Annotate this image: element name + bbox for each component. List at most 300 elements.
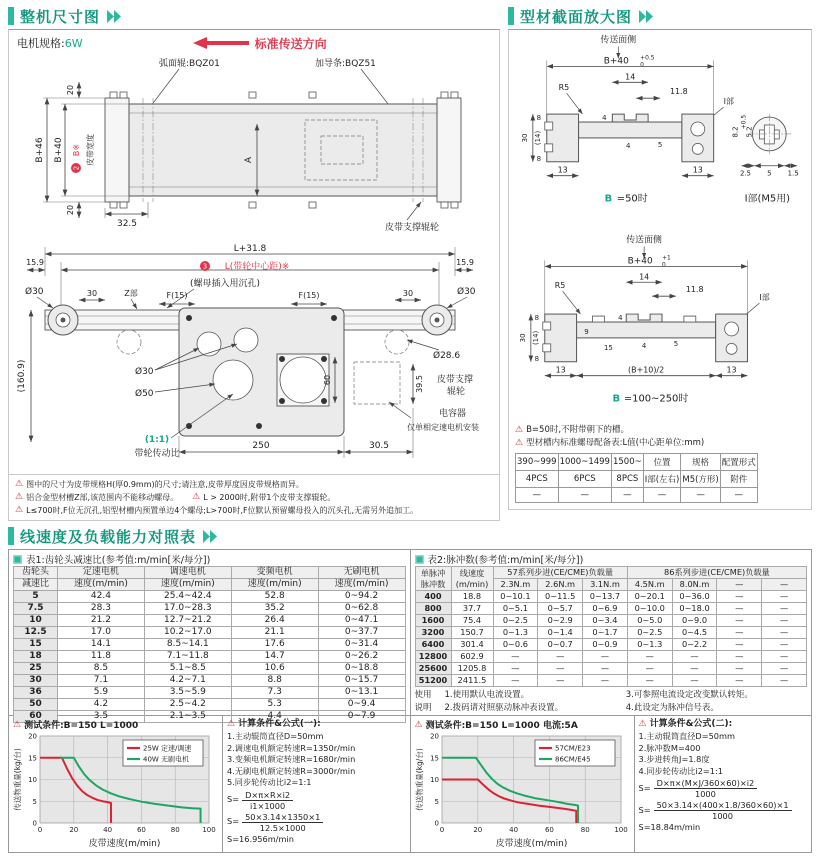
svg-text:11.8: 11.8 xyxy=(669,87,688,97)
formula1-panel xyxy=(223,716,410,853)
table1-title-row xyxy=(13,552,406,566)
table-cell: 10.2~17.0 xyxy=(144,627,231,639)
chart1-title: ⚠ 测试条件:B=150 L=1000 xyxy=(13,719,139,731)
warning-icon: ⚠ xyxy=(638,718,647,729)
legend-label: 86CM/E45 xyxy=(554,755,591,764)
table-cell: 附件 xyxy=(720,471,757,488)
svg-text:=50时: =50时 xyxy=(616,193,648,205)
table-cell: 7.1 xyxy=(58,675,145,687)
x-tick-label: 40 xyxy=(103,826,113,834)
col-header: 4.5N.m xyxy=(627,579,672,591)
table-cell: 0~13.1 xyxy=(318,687,405,699)
y-tick-label: 0 xyxy=(434,819,439,828)
table-cell: — xyxy=(516,488,559,503)
svg-text:L(带轮中心距)※: L(带轮中心距)※ xyxy=(224,262,290,272)
table-cell: — xyxy=(583,663,628,675)
table-cell: — xyxy=(493,651,538,663)
svg-text:Ø30: Ø30 xyxy=(25,287,44,297)
table-cell: — xyxy=(762,603,807,615)
table-cell: 0~9.4 xyxy=(318,699,405,711)
svg-text:(14): (14) xyxy=(531,330,540,346)
table-cell: — xyxy=(720,488,757,503)
formula1-title: ⚠ 计算条件&公式(一): xyxy=(227,718,321,729)
col-header: 减速比 xyxy=(14,579,58,591)
svg-text:Ø28.6: Ø28.6 xyxy=(433,351,461,361)
table-cell: — xyxy=(672,675,717,687)
table-cell: 10 xyxy=(14,615,58,627)
svg-text:4: 4 xyxy=(641,341,647,350)
svg-text:4: 4 xyxy=(602,114,607,123)
section-bar-icon xyxy=(8,527,14,545)
chart2-panel xyxy=(411,716,635,853)
svg-text:B: B xyxy=(604,193,613,205)
svg-text:B+40: B+40 xyxy=(54,137,64,163)
table-cell: 4.4 xyxy=(231,711,318,723)
pulse-table xyxy=(415,566,808,687)
table-cell: 8PCS xyxy=(611,471,643,488)
table-cell: — xyxy=(611,488,643,503)
table-cell: — xyxy=(762,591,807,603)
svg-text:15.9: 15.9 xyxy=(456,258,474,267)
note-line xyxy=(15,504,493,517)
y-tick-label: 10 xyxy=(429,776,439,784)
usage-notes xyxy=(415,689,808,715)
table-cell: — xyxy=(493,663,538,675)
warning-icon: ⚠ xyxy=(227,718,236,729)
table-cell: 60 xyxy=(14,711,58,723)
table-row xyxy=(415,603,807,615)
svg-text:Ø30: Ø30 xyxy=(457,287,476,297)
svg-text:+0.5: +0.5 xyxy=(640,54,655,62)
formula-result: S=18.84m/min xyxy=(638,822,701,832)
section-profile xyxy=(508,5,812,521)
top-row xyxy=(8,5,812,521)
formula-line: 1.主动辊筒直径D=50mm xyxy=(227,731,324,741)
legend-label: 57CM/E23 xyxy=(554,744,591,753)
svg-text:I部: I部 xyxy=(723,97,734,107)
svg-text:30: 30 xyxy=(518,333,527,343)
col-header: 速度(m/min) xyxy=(318,579,405,591)
svg-text:F(15): F(15) xyxy=(298,291,320,300)
svg-text:A: A xyxy=(244,156,254,164)
usage-notes-right: 3.可参照电流设定改变默认转矩。 4.此设定为脉冲信号表。 xyxy=(625,690,753,713)
formula-line: 2.调速电机额定转速R=1350r/min xyxy=(227,742,356,753)
table-cell: 14.1 xyxy=(58,639,145,651)
table-cell: 0~0.7 xyxy=(538,639,583,651)
table-cell: — xyxy=(762,615,807,627)
col-header: 2.3N.m xyxy=(493,579,538,591)
table-cell: 0~4.5 xyxy=(672,627,717,639)
svg-text:加导条:BQZ51: 加导条:BQZ51 xyxy=(315,59,376,69)
table-cell: 301.4 xyxy=(451,639,493,651)
x-tick-label: 60 xyxy=(136,826,146,834)
table-cell: 0~26.2 xyxy=(318,651,405,663)
table-row xyxy=(14,687,406,699)
table-cell: 3.5 xyxy=(58,711,145,723)
svg-text:2: 2 xyxy=(72,165,81,171)
warning-icon: ⚠ xyxy=(515,438,524,448)
table-cell: 0~5.0 xyxy=(627,615,672,627)
table-cell: 25 xyxy=(14,663,58,675)
table-cell: 50 xyxy=(14,699,58,711)
svg-text:14: 14 xyxy=(625,72,636,82)
table-cell: 0~10.0 xyxy=(627,603,672,615)
table-cell: 5.9 xyxy=(58,687,145,699)
col-header: 齿轮头 xyxy=(14,567,58,579)
table-cell: 1600 xyxy=(415,615,451,627)
usage-label: 使用 说明 xyxy=(414,690,432,713)
svg-text:8: 8 xyxy=(536,114,542,123)
col-header: 速度(m/min) xyxy=(58,579,145,591)
table-cell: 12.5 xyxy=(14,627,58,639)
formula-line: 2.脉冲数M=400 xyxy=(638,742,701,753)
table-cell: — xyxy=(717,591,762,603)
right-panels xyxy=(411,716,812,853)
svg-text:L+31.8: L+31.8 xyxy=(233,244,267,254)
note-line xyxy=(515,424,805,437)
table-cell: 0~0.6 xyxy=(493,639,538,651)
col-group-header: 57系列步进(CE/CME)负载量 xyxy=(493,567,627,579)
usage-notes-left: 1.使用默认电流设置。 2.拨码请对照驱动脉冲表设置。 xyxy=(444,690,564,713)
table-cell: — xyxy=(672,663,717,675)
table-cell: 0~5.7 xyxy=(538,603,583,615)
svg-text:电容器: 电容器 xyxy=(439,409,467,419)
col-header: 定速电机 xyxy=(58,567,145,579)
table-cell: 0~20.1 xyxy=(627,591,672,603)
plan-view-diagram xyxy=(9,52,493,238)
table-cell: 25.4~42.4 xyxy=(144,591,231,603)
table-row xyxy=(14,627,406,639)
svg-text:0: 0 xyxy=(662,261,666,269)
table-cell: — xyxy=(672,651,717,663)
svg-text:(1:1): (1:1) xyxy=(144,435,170,445)
svg-text:B+40: B+40 xyxy=(603,56,629,67)
table-cell: 0~36.0 xyxy=(672,591,717,603)
formula-line: 4.无刷电机额定转速R=3000r/min xyxy=(227,765,356,776)
table-cell: 8.5 xyxy=(58,663,145,675)
overall-notes xyxy=(9,474,499,520)
transfer-direction xyxy=(193,35,327,52)
note-line xyxy=(15,478,493,491)
table-cell: 0~13.7 xyxy=(583,591,628,603)
profile-section-header xyxy=(508,5,812,27)
overall-section-header xyxy=(8,5,500,27)
table-cell: 0~2.9 xyxy=(538,615,583,627)
speed-load-section-title: 线速度及负载能力对照表 xyxy=(20,527,197,546)
svg-text:20: 20 xyxy=(66,84,75,96)
table-cell: 18 xyxy=(14,651,58,663)
table-cell: 0~62.8 xyxy=(318,603,405,615)
table-cell: 7.1~11.8 xyxy=(144,651,231,663)
speed-load-box xyxy=(8,549,812,853)
warning-icon: ⚠ xyxy=(515,425,524,435)
table-cell: — xyxy=(762,627,807,639)
nut-table-header: 1500~ xyxy=(611,454,643,471)
col-header: — xyxy=(762,579,807,591)
col-header: 线速度 (m/min) xyxy=(451,567,493,591)
table-cell: 52.8 xyxy=(231,591,318,603)
svg-text:5: 5 xyxy=(657,140,663,149)
formula-equation: S= $\frac{50\times 3.14\times(400\times 1.8/360\times 60)\times 1}{1000}$ xyxy=(639,800,808,821)
table-row xyxy=(415,675,807,687)
svg-text:39.5: 39.5 xyxy=(415,375,424,393)
y-tick-label: 15 xyxy=(28,754,37,763)
note-text: B=50时,不附带朝下的槽。 xyxy=(526,425,630,435)
svg-text:250: 250 xyxy=(252,441,270,451)
table-cell: 25600 xyxy=(415,663,451,675)
table2-zone xyxy=(411,550,812,716)
table-cell: 2411.5 xyxy=(451,675,493,687)
col-group-header: 86系列步进(CE/CME)负载量 xyxy=(627,567,806,579)
warning-icon: ⚠ xyxy=(15,479,24,489)
speed-load-section-header xyxy=(8,525,812,547)
legend-label: 25W 定速/调速 xyxy=(143,744,192,753)
table-cell: 0~9.0 xyxy=(672,615,717,627)
warning-icon: ⚠ xyxy=(13,719,22,730)
svg-text:皮带宽度: 皮带宽度 xyxy=(86,134,95,166)
x-tick-label: 0 xyxy=(37,826,43,834)
svg-text:15.9: 15.9 xyxy=(26,258,44,267)
svg-text:皮带支撑辊轮: 皮带支撑辊轮 xyxy=(385,223,440,233)
x-tick-label: 100 xyxy=(613,826,628,834)
table-row xyxy=(14,639,406,651)
warning-icon: ⚠ xyxy=(15,505,24,515)
svg-text:辊轮: 辊轮 xyxy=(447,387,466,397)
table-cell: 18.8 xyxy=(451,591,493,603)
table-cell: — xyxy=(538,651,583,663)
table-cell: 0~18.0 xyxy=(672,603,717,615)
table-cell: 4PCS xyxy=(516,471,559,488)
svg-text:8: 8 xyxy=(536,154,542,163)
section-arrow-icon xyxy=(202,529,220,544)
table-cell: 5 xyxy=(14,591,58,603)
y-axis-label: 传送物重量(kg/台) xyxy=(13,748,22,811)
table-cell: — xyxy=(627,675,672,687)
profile-b50-diagram xyxy=(509,30,819,226)
section-bar-icon xyxy=(508,7,514,25)
col-header: 无刷电机 xyxy=(318,567,405,579)
x-tick-label: 40 xyxy=(508,826,518,834)
y-tick-label: 10 xyxy=(28,776,37,784)
table-cell: 6400 xyxy=(415,639,451,651)
table-cell: 42.4 xyxy=(58,591,145,603)
svg-text:5.2: 5.2 xyxy=(745,126,754,138)
table-cell: — xyxy=(762,639,807,651)
section-arrow-icon xyxy=(638,9,656,24)
table-row xyxy=(14,603,406,615)
svg-text:Ø50: Ø50 xyxy=(135,389,154,399)
overall-section-title: 整机尺寸图 xyxy=(20,7,101,26)
formula-line: 3.步进转角J=1.8度 xyxy=(638,754,710,764)
note-line xyxy=(515,437,805,450)
section-overall-dimensions xyxy=(8,5,500,521)
table-cell: 0~7.9 xyxy=(318,711,405,723)
svg-text:32.5: 32.5 xyxy=(116,219,138,229)
table-cell: — xyxy=(583,651,628,663)
svg-text:传送面侧: 传送面侧 xyxy=(626,235,663,246)
formula-equation: S= $\frac{D\times\pi\times R\times i2}{i1\times 1000}$ xyxy=(227,790,406,811)
svg-text:仅单相定速电机安装: 仅单相定速电机安装 xyxy=(407,423,479,432)
section-bar-icon xyxy=(8,7,14,25)
formula-equation: S= $\frac{D\times\pi\times(M\times J/360\times 60)\times i2}{1000}$ xyxy=(639,778,808,799)
table-row xyxy=(516,471,758,488)
table-cell: 17.6 xyxy=(231,639,318,651)
x-tick-label: 0 xyxy=(439,826,444,834)
svg-text:8.2: 8.2 xyxy=(731,126,740,138)
formula-line: 3.变频电机额定转速R=1680r/min xyxy=(227,754,356,764)
table-cell: 51200 xyxy=(415,675,451,687)
chart2-title: ⚠ 测试条件:B=150 L=1000 电流:5A xyxy=(414,719,578,731)
left-arrow-icon xyxy=(193,37,249,49)
svg-text:13: 13 xyxy=(557,165,568,175)
table-cell: 75.4 xyxy=(451,615,493,627)
section-speed-load xyxy=(8,525,812,853)
table-cell: 28.3 xyxy=(58,603,145,615)
table-cell: — xyxy=(717,675,762,687)
svg-text:Z部: Z部 xyxy=(124,289,138,298)
svg-text:13: 13 xyxy=(555,365,566,375)
table-cell: — xyxy=(681,488,720,503)
table-cell: — xyxy=(493,675,538,687)
table-cell: 11.8 xyxy=(58,651,145,663)
svg-text:3: 3 xyxy=(202,262,208,271)
svg-text:5: 5 xyxy=(673,339,679,348)
y-tick-label: 20 xyxy=(429,732,439,741)
motor-spec-line xyxy=(9,30,499,52)
table-row xyxy=(14,615,406,627)
col-header: 变频电机 xyxy=(231,567,318,579)
load-speed-chart-2 xyxy=(415,731,629,849)
col-header: 速度(m/min) xyxy=(231,579,318,591)
table-cell: 15 xyxy=(14,639,58,651)
table-cell: 0~0.9 xyxy=(583,639,628,651)
table-cell: 21.2 xyxy=(58,615,145,627)
left-panels xyxy=(9,716,410,853)
table-cell: — xyxy=(643,488,681,503)
table-cell: M5(方形) xyxy=(681,471,720,488)
table-cell: 0~47.1 xyxy=(318,615,405,627)
table-row xyxy=(415,663,807,675)
table-cell: 0~3.4 xyxy=(583,615,628,627)
y-tick-label: 5 xyxy=(32,797,37,806)
svg-text:5: 5 xyxy=(767,169,772,178)
svg-text:(B+10)/2: (B+10)/2 xyxy=(628,365,665,375)
table-row xyxy=(14,591,406,603)
table-cell: 7.5 xyxy=(14,603,58,615)
svg-text:(螺母插入用沉孔): (螺母插入用沉孔) xyxy=(189,279,261,289)
table-cell: — xyxy=(717,651,762,663)
svg-text:传送面侧: 传送面侧 xyxy=(600,35,637,46)
table-cell: 10.6 xyxy=(231,663,318,675)
svg-text:60: 60 xyxy=(323,374,332,386)
svg-text:8: 8 xyxy=(534,314,540,323)
table-cell: 2.1~3.5 xyxy=(144,711,231,723)
formula2-title: ⚠ 计算条件&公式(二): xyxy=(638,718,733,729)
table-cell: 1205.8 xyxy=(451,663,493,675)
gear-ratio-table xyxy=(13,566,406,723)
col-header: 速度(m/min) xyxy=(144,579,231,591)
col-header: — xyxy=(717,579,762,591)
table-bullet-icon xyxy=(13,555,22,564)
table-cell: 4.2 xyxy=(58,699,145,711)
table-cell: — xyxy=(717,603,762,615)
table1-title: 表1:齿轮头减速比(参考值:m/min[米/每分]) xyxy=(26,555,211,566)
y-tick-label: 0 xyxy=(32,819,37,828)
table2-title: 表2:脉冲数(参考值:m/min[米/每分]) xyxy=(427,555,584,566)
svg-text:I部(M5用): I部(M5用) xyxy=(744,193,791,205)
note-line xyxy=(15,491,493,504)
table-cell: 5.3 xyxy=(231,699,318,711)
section-arrow-icon xyxy=(106,9,124,24)
note-text: L > 2000时,附带1个皮带支撑辊轮。 xyxy=(203,493,336,502)
profile-notes xyxy=(509,422,811,451)
svg-text:2.5: 2.5 xyxy=(739,169,751,178)
svg-text:I部: I部 xyxy=(759,293,770,303)
transfer-direction-label: 标准传送方向 xyxy=(254,36,327,51)
x-tick-label: 60 xyxy=(544,826,554,834)
table-cell: 7.3 xyxy=(231,687,318,699)
table-cell: 0~37.7 xyxy=(318,627,405,639)
svg-text:30.5: 30.5 xyxy=(368,441,390,451)
nut-table-header: 1000~1499 xyxy=(558,454,611,471)
table-row xyxy=(14,675,406,687)
svg-text:(14): (14) xyxy=(533,130,542,146)
note-text: L≤700时,F位无沉孔,铝型材槽内预置单边4个螺母;L>700时,F位默认预留螺母投入的沉头孔,无需另外追加工。 xyxy=(26,506,419,515)
svg-text:B※: B※ xyxy=(72,143,81,157)
table-row xyxy=(415,639,807,651)
nut-table-header: 390~999 xyxy=(516,454,559,471)
svg-text:4: 4 xyxy=(626,141,631,150)
svg-text:11.8: 11.8 xyxy=(685,285,704,295)
table-cell: 8.8 xyxy=(231,675,318,687)
table-cell: 0~15.7 xyxy=(318,675,405,687)
col-header: 3.1N.m xyxy=(583,579,628,591)
svg-text:(160.9): (160.9) xyxy=(17,359,27,393)
table-cell: 0~94.2 xyxy=(318,591,405,603)
svg-text:14: 14 xyxy=(639,272,650,282)
svg-text:B+46: B+46 xyxy=(35,137,45,163)
nut-table-header: 规格 xyxy=(681,454,720,471)
svg-text:13: 13 xyxy=(726,365,737,375)
table-row xyxy=(14,699,406,711)
svg-text:皮带支撑: 皮带支撑 xyxy=(437,375,474,385)
table-cell: — xyxy=(762,675,807,687)
svg-text:13: 13 xyxy=(692,165,703,175)
x-tick-label: 20 xyxy=(472,826,482,834)
table-cell: — xyxy=(627,651,672,663)
svg-text:F(15): F(15) xyxy=(166,291,188,300)
table-cell: 0~18.8 xyxy=(318,663,405,675)
formula-result: S=16.956m/min xyxy=(227,833,294,844)
x-tick-label: 80 xyxy=(580,826,590,834)
table-cell: 26.4 xyxy=(231,615,318,627)
col-header: 8.0N.m xyxy=(672,579,717,591)
table-cell: 30 xyxy=(14,675,58,687)
warning-icon: ⚠ xyxy=(414,719,423,730)
svg-text:30: 30 xyxy=(402,289,414,298)
x-axis-label: 皮带速度(m/min) xyxy=(495,839,567,849)
table-cell: 0~2.2 xyxy=(672,639,717,651)
x-tick-label: 80 xyxy=(170,826,180,834)
chart1-panel xyxy=(9,716,223,853)
table-cell: — xyxy=(717,615,762,627)
table-bullet-icon xyxy=(415,555,424,564)
formula-line: 4.同步轮传动比i2=1:1 xyxy=(638,765,723,776)
table-cell: — xyxy=(538,675,583,687)
profile-b100-diagram xyxy=(509,230,819,418)
motor-spec-value: 6W xyxy=(64,36,83,50)
svg-text:30: 30 xyxy=(520,133,529,143)
